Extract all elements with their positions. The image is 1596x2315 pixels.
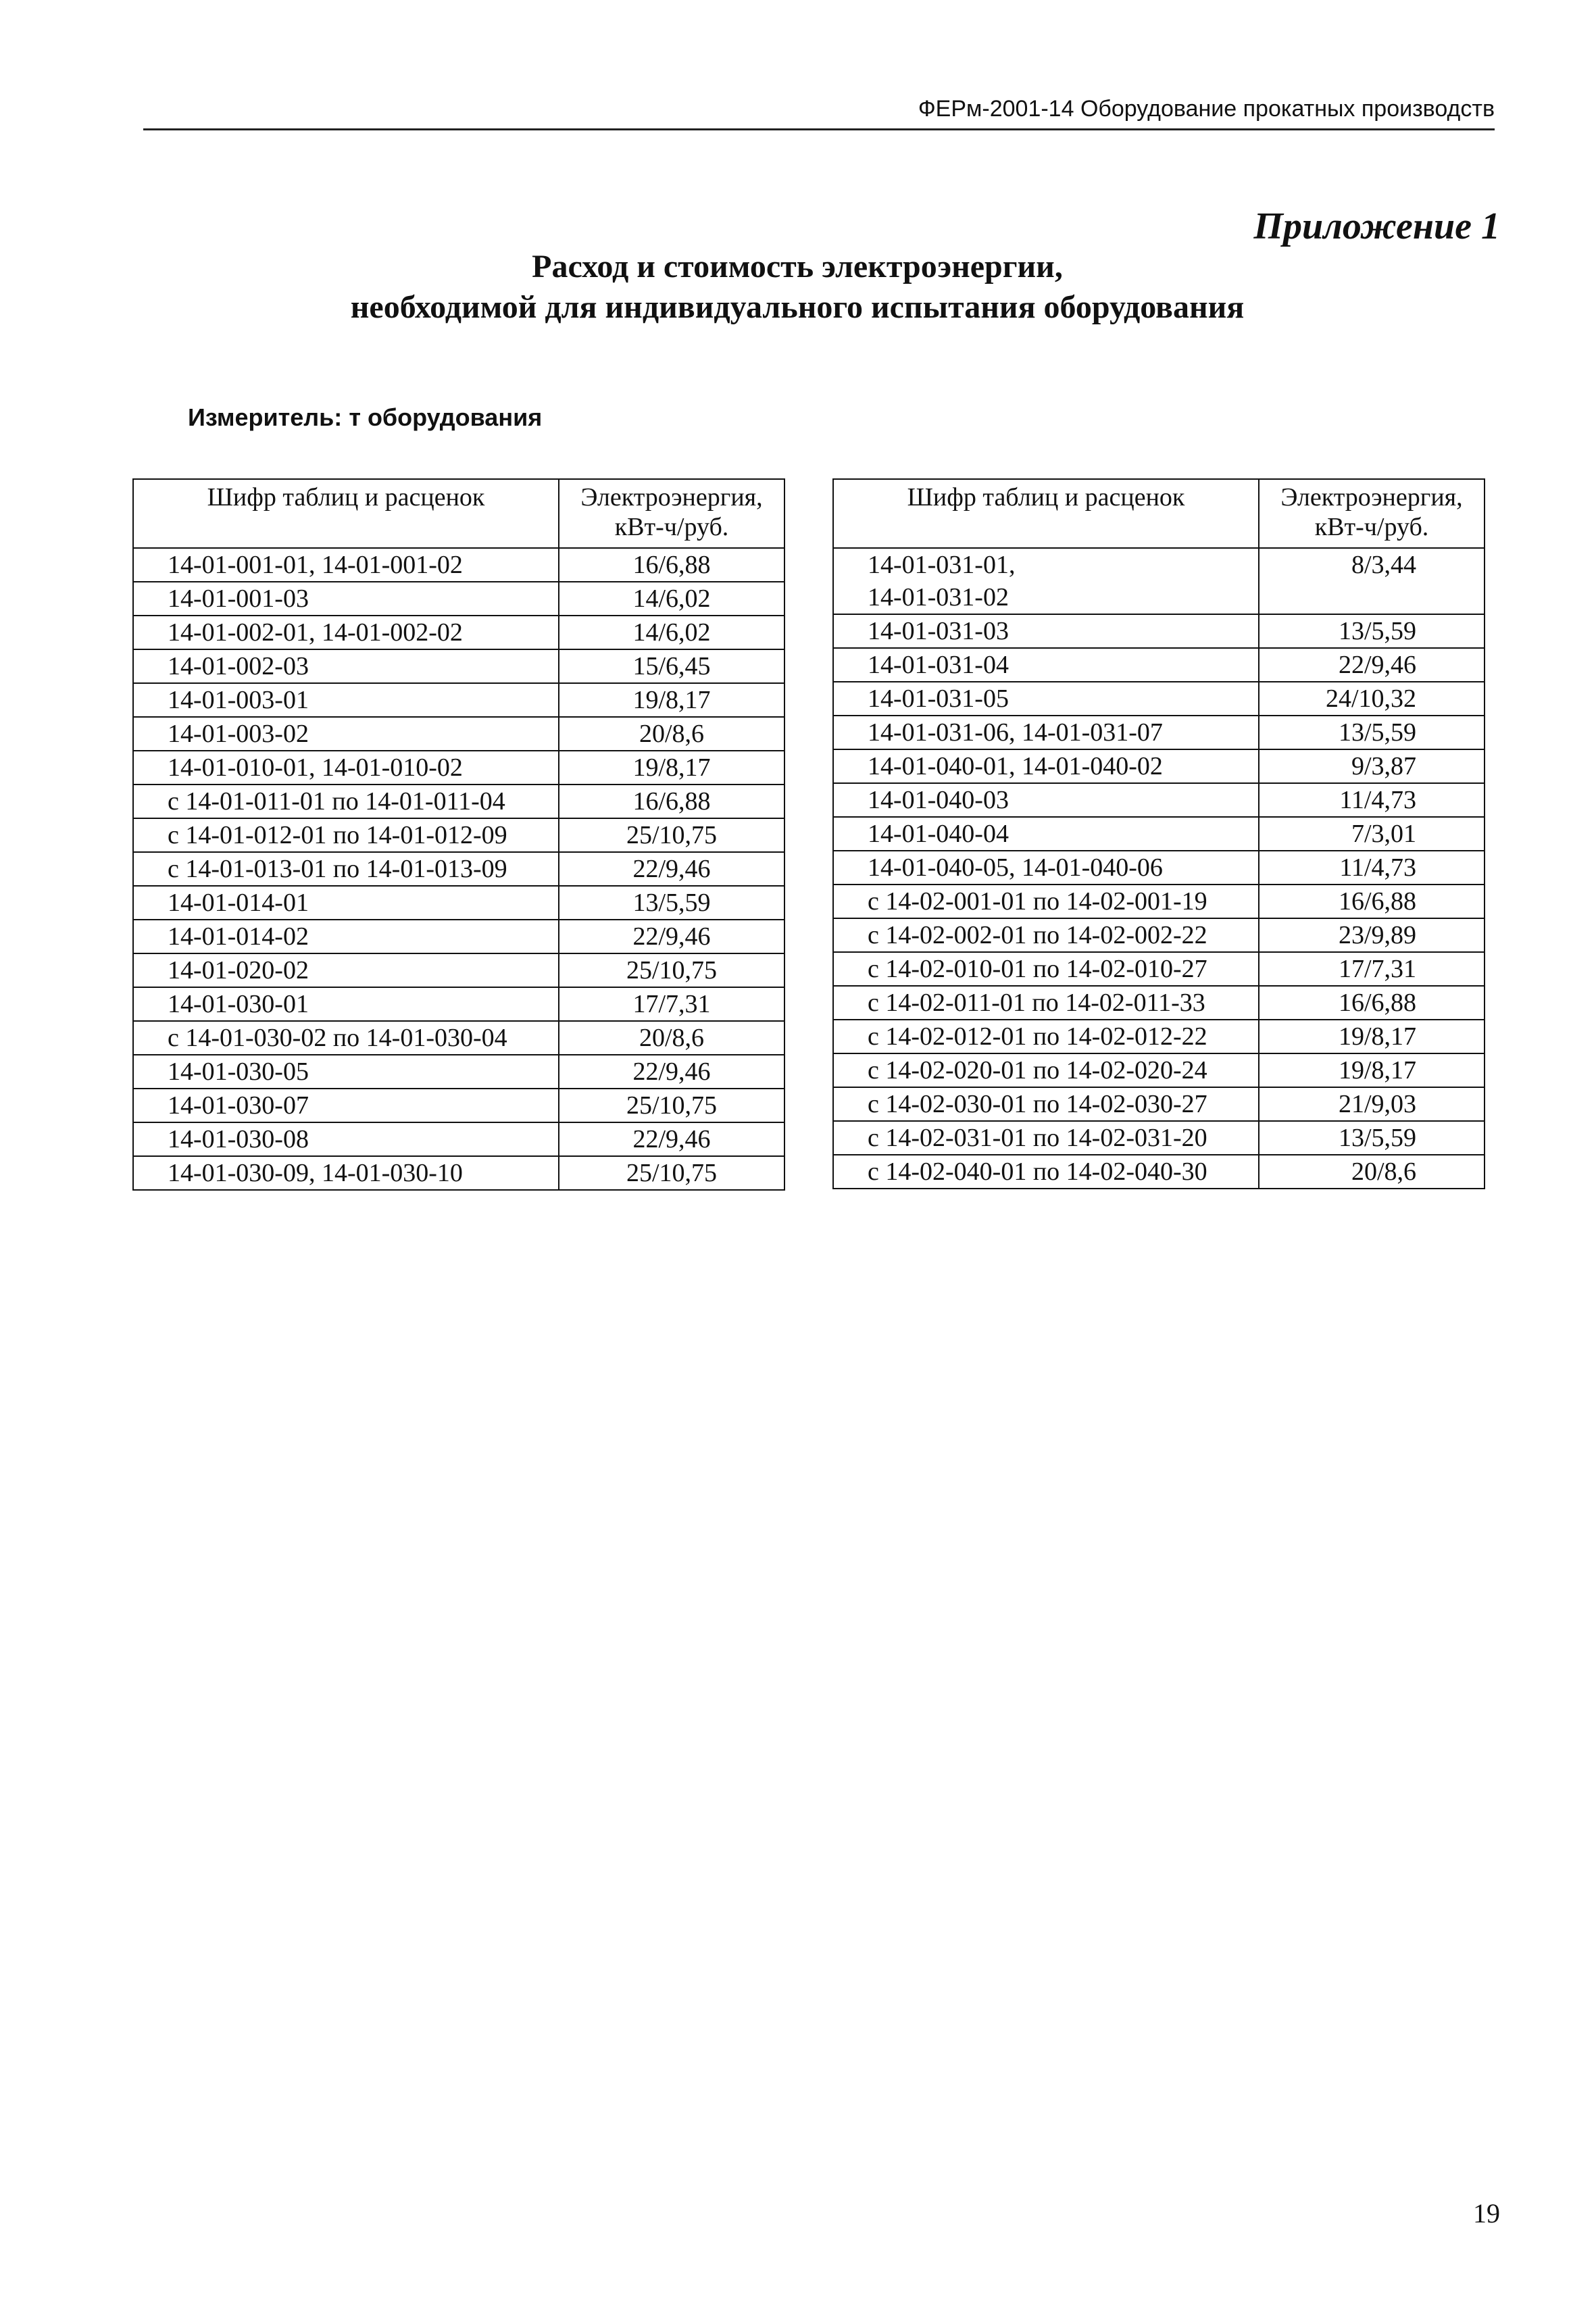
table-row [133, 818, 784, 852]
energy-cell: 20/8,6 [1259, 1155, 1485, 1189]
table-row [133, 1156, 784, 1190]
page-number: 19 [1473, 2198, 1500, 2229]
table-row [133, 920, 784, 953]
code-cell: 14-01-031-05 [833, 682, 1259, 716]
table-row [833, 1087, 1485, 1121]
table-row [833, 749, 1485, 783]
table-row [133, 616, 784, 649]
table-row [133, 953, 784, 987]
code-cell: 14-01-031-06, 14-01-031-07 [833, 716, 1259, 749]
code-cell: 14-01-040-04 [833, 817, 1259, 851]
code-cell: 14-01-040-03 [833, 783, 1259, 817]
table-row [833, 716, 1485, 749]
code-cell: с 14-02-010-01 по 14-02-010-27 [833, 952, 1259, 986]
energy-cell: 25/10,75 [559, 818, 784, 852]
table-row [133, 717, 784, 751]
code-cell: с 14-02-020-01 по 14-02-020-24 [833, 1053, 1259, 1087]
code-cell: 14-01-002-01, 14-01-002-02 [133, 616, 559, 649]
table-row [833, 885, 1485, 918]
table-row [133, 751, 784, 785]
energy-cell: 16/6,88 [1259, 885, 1485, 918]
energy-cell: 25/10,75 [559, 953, 784, 987]
title-line-1: Расход и стоимость электроэнергии, [532, 249, 1063, 284]
table-row [133, 1122, 784, 1156]
table-row [133, 785, 784, 818]
table-row [133, 683, 784, 717]
energy-cell: 22/9,46 [559, 852, 784, 886]
table-row [133, 582, 784, 616]
table-header-row [833, 479, 1485, 548]
energy-cell: 22/9,46 [559, 920, 784, 953]
code-cell: 14-01-031-03 [833, 614, 1259, 648]
energy-header-line-1: Электроэнергия, [580, 483, 763, 512]
energy-cell: 24/10,32 [1259, 682, 1485, 716]
table-row [133, 886, 784, 920]
code-cell: с 14-02-002-01 по 14-02-002-22 [833, 918, 1259, 952]
table-row [833, 1121, 1485, 1155]
table-row [133, 1089, 784, 1122]
code-cell: 14-01-040-01, 14-01-040-02 [833, 749, 1259, 783]
document-title [203, 247, 1392, 328]
table-header-row [133, 479, 784, 548]
code-cell: 14-01-002-03 [133, 649, 559, 683]
table-row [133, 649, 784, 683]
table-row [833, 614, 1485, 648]
energy-cell: 16/6,88 [559, 785, 784, 818]
energy-cell: 22/9,46 [559, 1055, 784, 1089]
energy-cell: 16/6,88 [559, 548, 784, 582]
table-row [833, 1020, 1485, 1053]
rates-table-right [832, 478, 1485, 1189]
energy-cell: 22/9,46 [559, 1122, 784, 1156]
code-cell: 14-01-020-02 [133, 953, 559, 987]
energy-cell: 20/8,6 [559, 717, 784, 751]
energy-cell: 13/5,59 [1259, 716, 1485, 749]
running-header: ФЕРм-2001-14 Оборудование прокатных производств [143, 93, 1495, 130]
energy-cell: 19/8,17 [559, 683, 784, 717]
energy-cell: 11/4,73 [1259, 851, 1485, 885]
code-cell: с 14-01-011-01 по 14-01-011-04 [133, 785, 559, 818]
code-cell [833, 548, 1259, 614]
code-cell: 14-01-014-02 [133, 920, 559, 953]
rates-table-right-body [833, 548, 1485, 1189]
code-cell: 14-01-014-01 [133, 886, 559, 920]
energy-cell: 7/3,01 [1259, 817, 1485, 851]
energy-cell: 17/7,31 [1259, 952, 1485, 986]
code-cell: 14-01-040-05, 14-01-040-06 [833, 851, 1259, 885]
table-row [833, 548, 1485, 614]
column-header-code: Шифр таблиц и расценок [833, 479, 1259, 548]
column-header-energy [559, 479, 784, 548]
code-cell: 14-01-030-08 [133, 1122, 559, 1156]
energy-cell: 15/6,45 [559, 649, 784, 683]
table-row [833, 783, 1485, 817]
table-row [133, 1021, 784, 1055]
column-header-energy [1259, 479, 1485, 548]
code-cell: 14-01-001-01, 14-01-001-02 [133, 548, 559, 582]
code-cell: с 14-02-040-01 по 14-02-040-30 [833, 1155, 1259, 1189]
energy-header-line-1: Электроэнергия, [1280, 483, 1463, 512]
code-cell: 14-01-030-05 [133, 1055, 559, 1089]
table-row [833, 648, 1485, 682]
code-cell: с 14-01-012-01 по 14-01-012-09 [133, 818, 559, 852]
energy-cell: 11/4,73 [1259, 783, 1485, 817]
energy-cell: 13/5,59 [1259, 1121, 1485, 1155]
energy-cell: 17/7,31 [559, 987, 784, 1021]
code-cell: 14-01-003-02 [133, 717, 559, 751]
energy-cell: 23/9,89 [1259, 918, 1485, 952]
energy-cell: 19/8,17 [1259, 1020, 1485, 1053]
table-row [833, 952, 1485, 986]
code-cell: 14-01-001-03 [133, 582, 559, 616]
column-header-code: Шифр таблиц и расценок [133, 479, 559, 548]
table-row [833, 851, 1485, 885]
energy-cell: 16/6,88 [1259, 986, 1485, 1020]
table-row [133, 1055, 784, 1089]
energy-cell: 8/3,44 [1259, 548, 1485, 614]
energy-cell: 14/6,02 [559, 582, 784, 616]
code-cell: с 14-01-030-02 по 14-01-030-04 [133, 1021, 559, 1055]
code-cell: с 14-02-030-01 по 14-02-030-27 [833, 1087, 1259, 1121]
meter-unit: т оборудования [349, 403, 543, 431]
code-cell: с 14-01-013-01 по 14-01-013-09 [133, 852, 559, 886]
code-line-2: 14-01-031-02 [868, 583, 1009, 612]
table-row [833, 682, 1485, 716]
energy-cell: 22/9,46 [1259, 648, 1485, 682]
energy-cell: 20/8,6 [559, 1021, 784, 1055]
table-row [833, 986, 1485, 1020]
meter-label: Измеритель: [188, 403, 343, 431]
table-row [133, 548, 784, 582]
code-cell: 14-01-031-04 [833, 648, 1259, 682]
energy-cell: 9/3,87 [1259, 749, 1485, 783]
energy-cell: 21/9,03 [1259, 1087, 1485, 1121]
code-cell: 14-01-030-09, 14-01-030-10 [133, 1156, 559, 1190]
appendix-label: Приложение 1 [1253, 205, 1500, 247]
code-cell: с 14-02-011-01 по 14-02-011-33 [833, 986, 1259, 1020]
meter-line [188, 401, 542, 434]
code-cell: 14-01-030-01 [133, 987, 559, 1021]
energy-cell: 13/5,59 [1259, 614, 1485, 648]
rates-table-left [132, 478, 785, 1191]
table-row [833, 817, 1485, 851]
code-cell: 14-01-030-07 [133, 1089, 559, 1122]
energy-cell: 25/10,75 [559, 1156, 784, 1190]
energy-cell: 14/6,02 [559, 616, 784, 649]
code-cell: 14-01-010-01, 14-01-010-02 [133, 751, 559, 785]
title-line-2: необходимой для индивидуального испытания оборудования [350, 289, 1245, 325]
table-row [833, 918, 1485, 952]
table-row [133, 987, 784, 1021]
code-cell: 14-01-003-01 [133, 683, 559, 717]
rates-table-left-body [133, 548, 784, 1190]
energy-cell: 13/5,59 [559, 886, 784, 920]
energy-header-line-2: кВт-ч/руб. [1314, 513, 1429, 541]
table-row [833, 1155, 1485, 1189]
energy-cell: 25/10,75 [559, 1089, 784, 1122]
code-cell: с 14-02-012-01 по 14-02-012-22 [833, 1020, 1259, 1053]
energy-cell: 19/8,17 [1259, 1053, 1485, 1087]
table-row [133, 852, 784, 886]
code-cell: с 14-02-001-01 по 14-02-001-19 [833, 885, 1259, 918]
code-line-1: 14-01-031-01, [868, 551, 1016, 579]
energy-cell: 19/8,17 [559, 751, 784, 785]
table-row [833, 1053, 1485, 1087]
code-cell: с 14-02-031-01 по 14-02-031-20 [833, 1121, 1259, 1155]
energy-header-line-2: кВт-ч/руб. [614, 513, 729, 541]
